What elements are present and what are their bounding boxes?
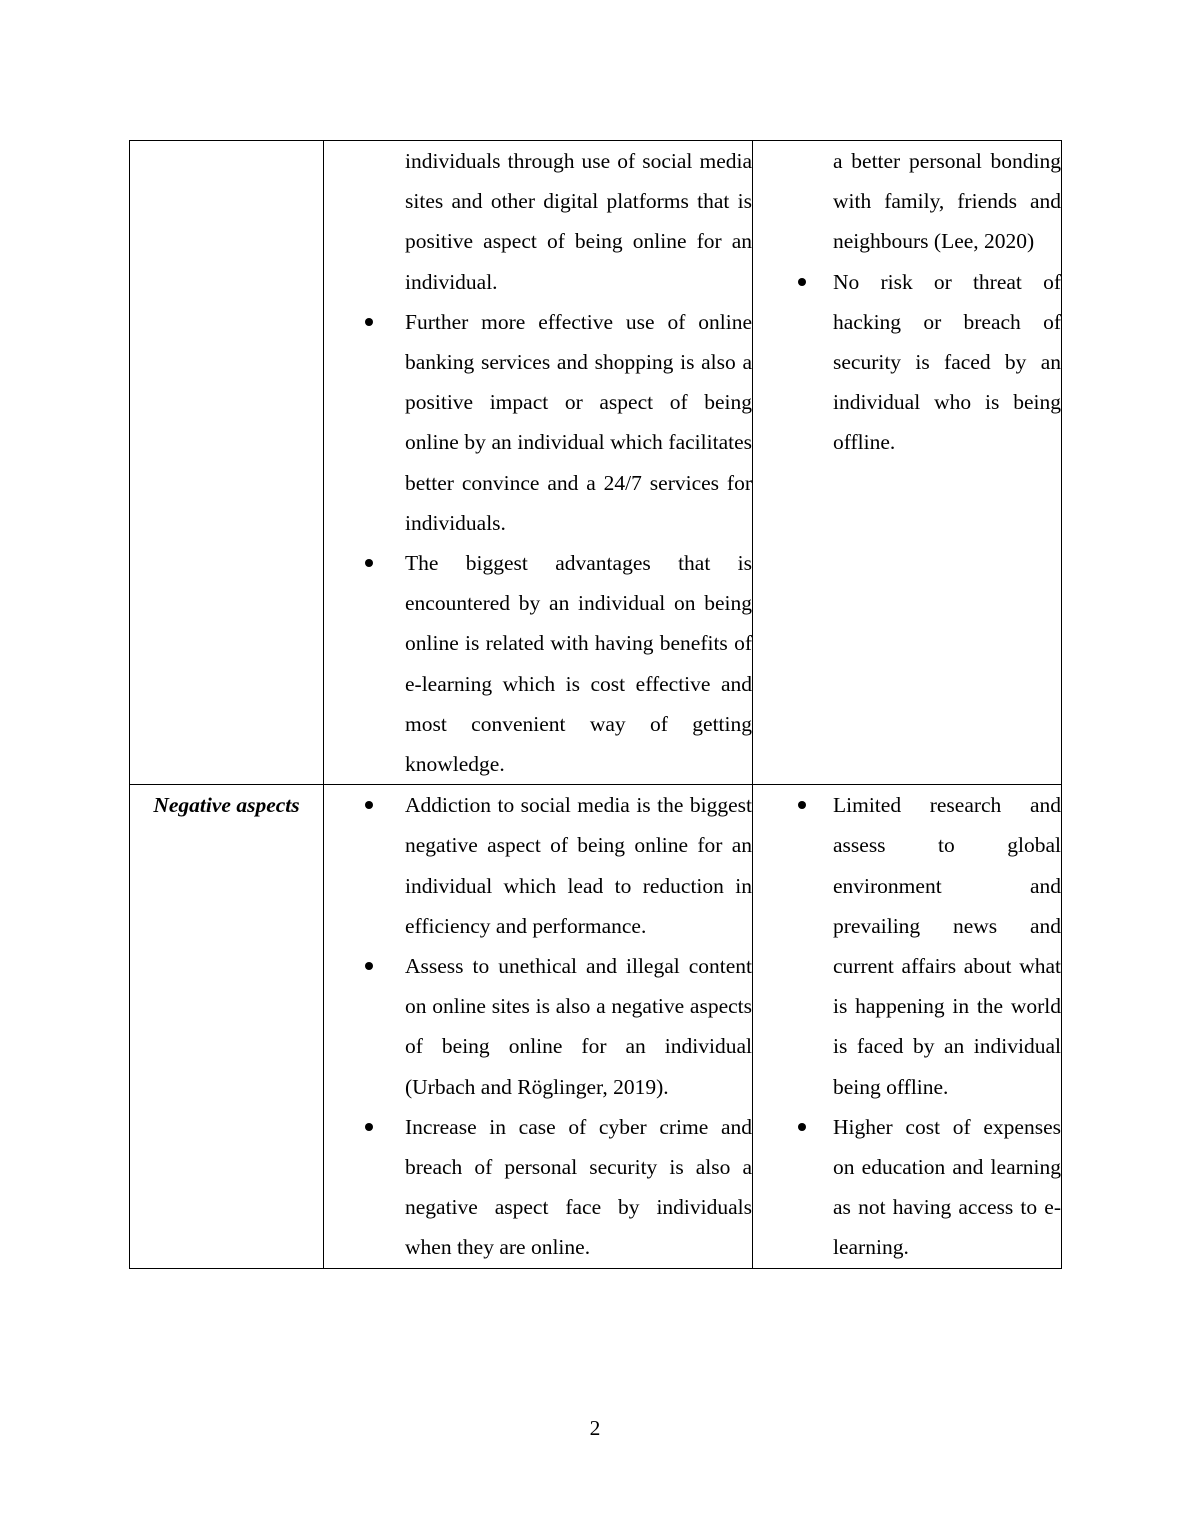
offline-list (753, 141, 1061, 463)
list-item (753, 785, 1061, 1107)
list-item (324, 302, 752, 543)
list-item (324, 141, 752, 302)
offline-cell (753, 141, 1062, 785)
list-item-text: No risk or threat of hacking or breach of security is faced by an individual who is being offline. (833, 269, 1061, 455)
bullet-icon (798, 278, 806, 286)
table-row (130, 785, 1062, 1268)
list-item (324, 946, 752, 1107)
bullet-icon (365, 962, 373, 970)
bullet-icon (365, 801, 373, 809)
row-label: Negative aspects (153, 793, 300, 818)
comparison-table (129, 140, 1062, 1269)
list-item-text: Higher cost of expenses on education and learning as not having access to e-learning. (833, 1114, 1061, 1260)
list-item (753, 141, 1061, 262)
list-item (324, 785, 752, 946)
online-cell (324, 141, 753, 785)
list-item (324, 543, 752, 784)
list-item-text: Limited research and assess to global environment and prevailing news and current affairs about what is happening in the world is faced by an individual being offline. (833, 793, 1061, 1099)
row-label-cell (130, 785, 324, 1268)
row-label-cell (130, 141, 324, 785)
bullet-icon (798, 1123, 806, 1131)
online-list (324, 785, 752, 1267)
list-item (753, 262, 1061, 463)
list-item-text: individuals through use of social media sites and other digital platforms that is positive aspect of being online for an individual. (405, 149, 752, 294)
bullet-icon (365, 318, 373, 326)
list-item (324, 1107, 752, 1268)
list-item-text: Increase in case of cyber crime and breach of personal security is also a negative aspect face by individuals when they are online. (405, 1114, 752, 1260)
list-item-text: The biggest advantages that is encountered by an individual on being online is related with having benefits of e-learning which is cost effective and most convenient way of getting knowledge. (405, 551, 752, 777)
list-item-text: a better personal bonding with family, friends and neighbours (Lee, 2020) (833, 149, 1061, 254)
offline-list (753, 785, 1061, 1267)
online-list (324, 141, 752, 784)
list-item (753, 1107, 1061, 1268)
list-item-text: Assess to unethical and illegal content on online sites is also a negative aspects of being online for an individual (Urbach and Röglinger, 2019). (405, 954, 752, 1099)
page-number: 2 (589, 1416, 601, 1440)
list-item-text: Further more effective use of online banking services and shopping is also a positive impact or aspect of being online by an individual which facilitates better convince and a 24/7 services for individuals. (405, 309, 752, 535)
online-cell (324, 785, 753, 1268)
bullet-icon (365, 1123, 373, 1131)
offline-cell (753, 785, 1062, 1268)
bullet-icon (365, 559, 373, 567)
bullet-icon (798, 801, 806, 809)
list-item-text: Addiction to social media is the biggest negative aspect of being online for an individual which lead to reduction in efficiency and performance. (405, 793, 752, 938)
table-row (130, 141, 1062, 785)
